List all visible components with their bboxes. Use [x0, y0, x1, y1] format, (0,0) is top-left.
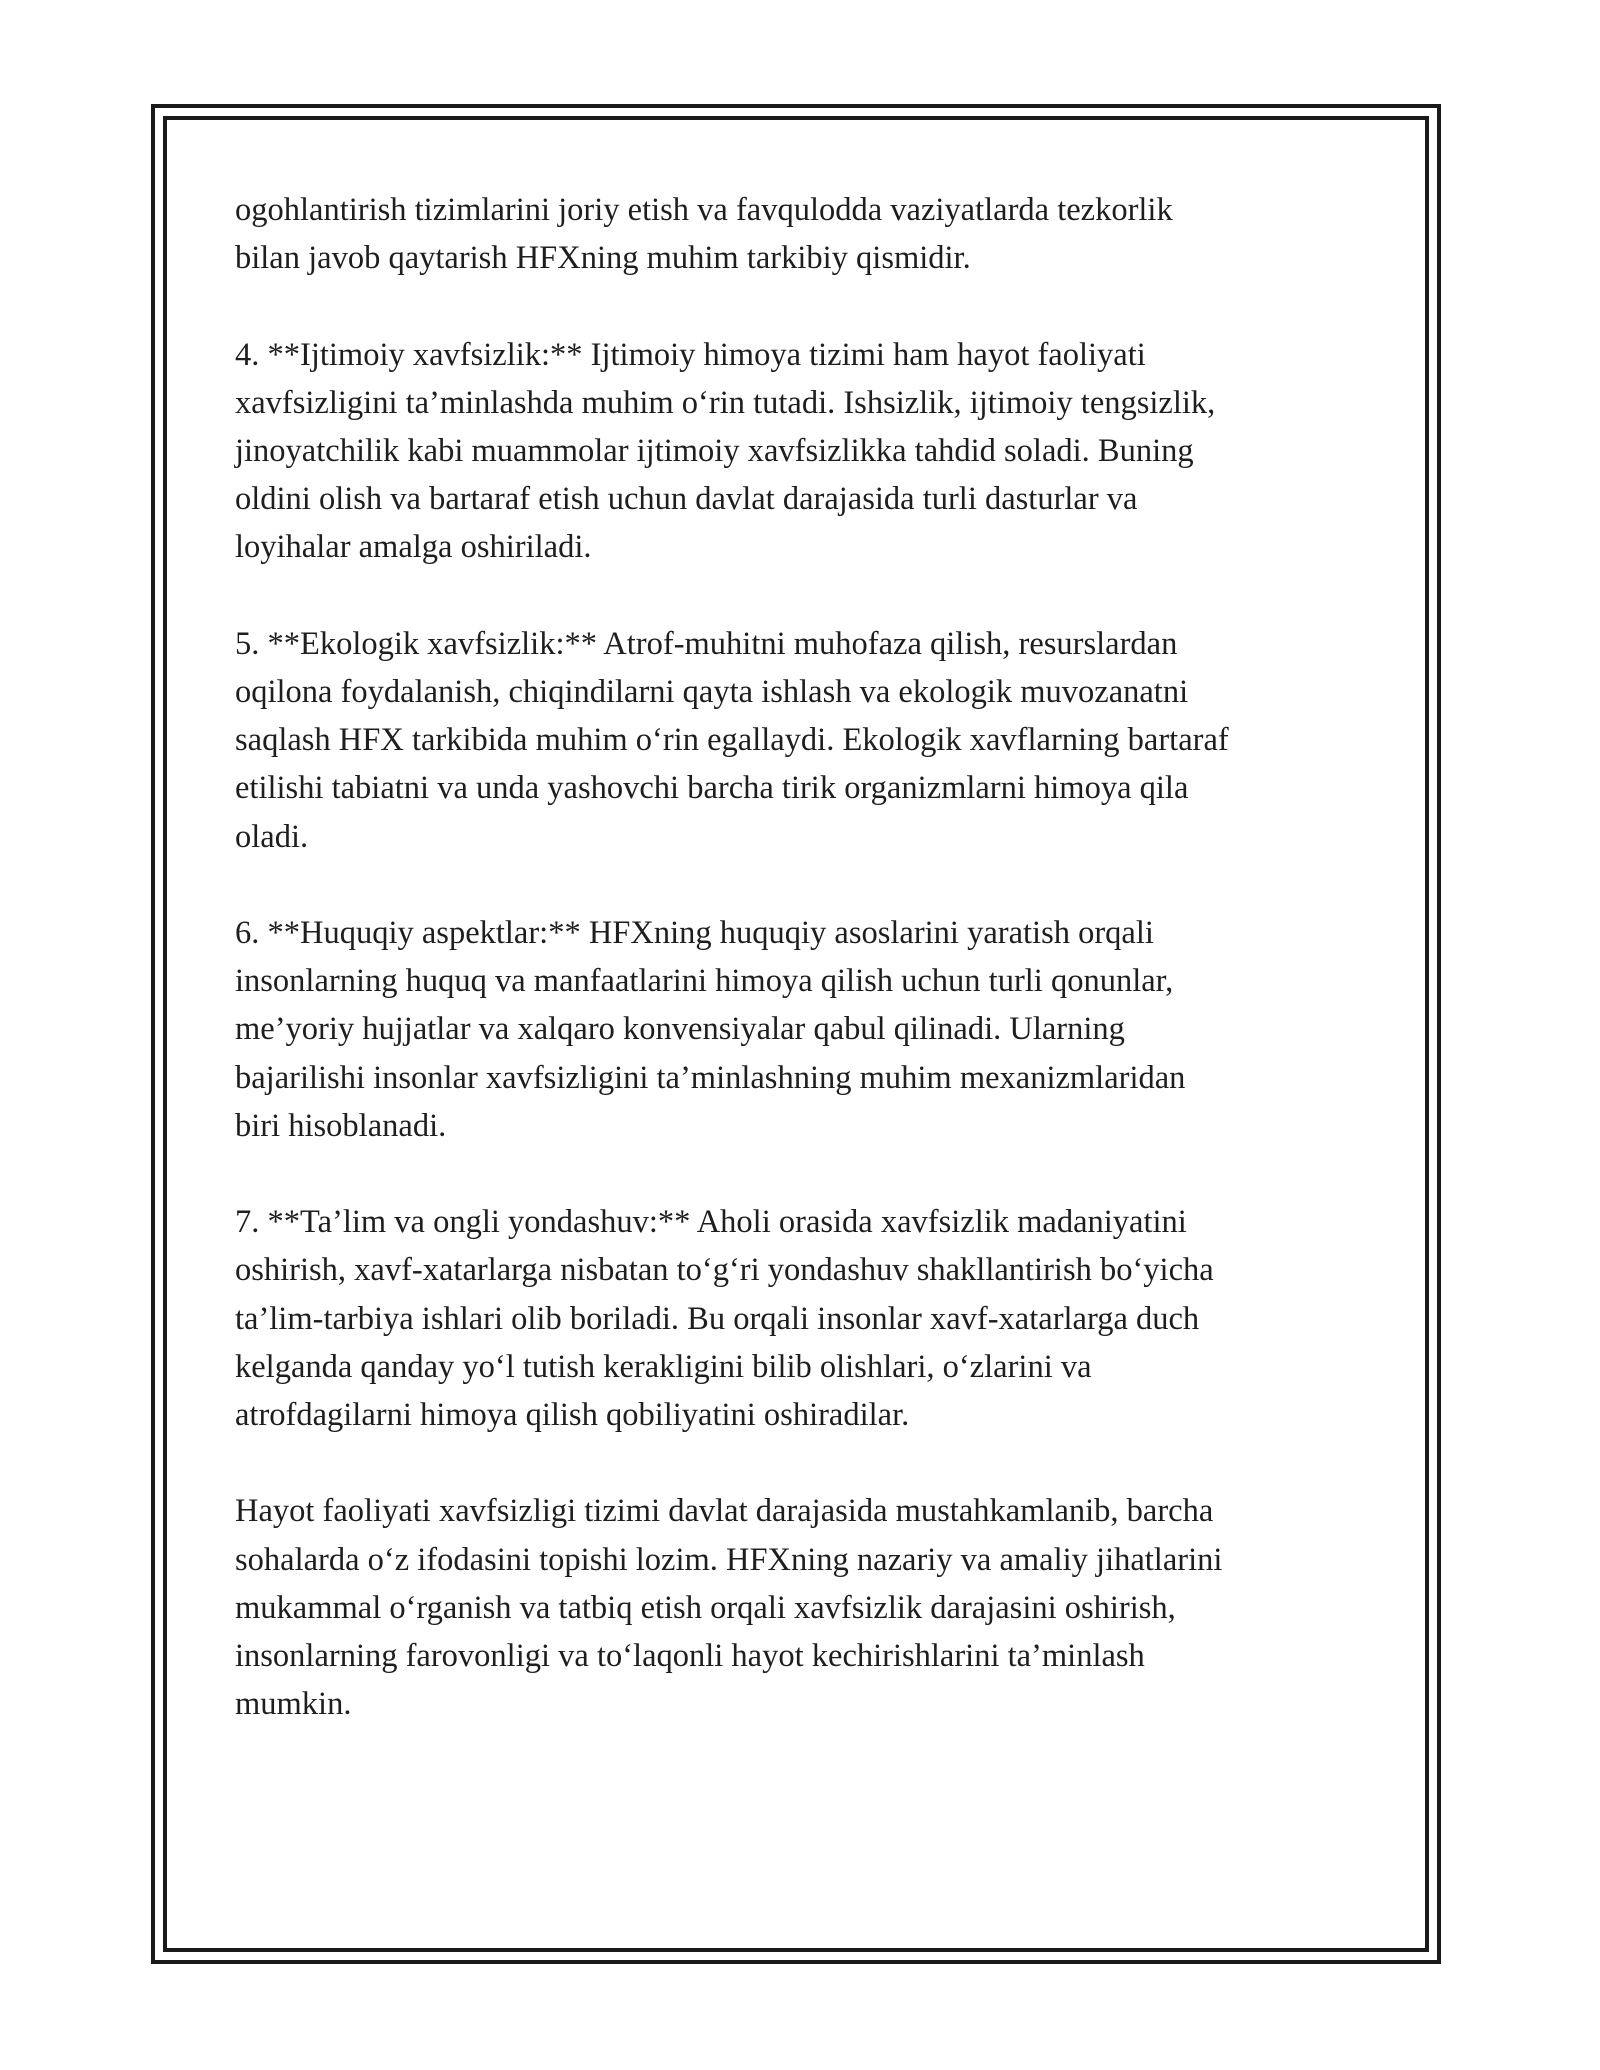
paragraph-ecological-security: 5. **Ekologik xavfsizlik:** Atrof-muhitni muhofaza qilish, resurslardan oqilona foydalanish, chiqindilarni qayta ishlash va ekologik muvozanatni saqlash HFX tarkibida muhim o‘rin egallaydi. Ekologik xavflarning bartaraf etilishi tabiatni va unda yashovchi barcha tirik organizmlarni himoya qila oladi. [235, 625, 1229, 855]
paragraph-social-security: 4. **Ijtimoiy xavfsizlik:** Ijtimoiy himoya tizimi ham hayot faoliyati xavfsizligini ta’minlashda muhim o‘rin tutadi. Ishsizlik, ijtimoiy tengsizlik, jinoyatchilik kabi muammolar ijtimoiy xavfsizlikka tahdid soladi. Buning oldini olish va bartaraf etish uchun davlat darajasida turli dasturlar va loyihalar amalga oshiriladi. [235, 336, 1216, 566]
paragraph-conclusion: Hayot faoliyati xavfsizligi tizimi davlat darajasida mustahkamlanib, barcha sohalarda o‘z ifodasini topishi lozim. HFXning nazariy va amaliy jihatlarini mukammal o‘rganish va tatbiq etish orqali xavfsizlik darajasini oshirish, insonlarning farovonligi va to‘laqonli hayot kechirishlarini ta’minlash mumkin. [235, 1493, 1223, 1723]
document-body [235, 186, 1375, 1777]
paragraph-intro-continuation: ogohlantirish tizimlarini joriy etish va favqulodda vaziyatlarda tezkorlik bilan javob qaytarish HFXning muhim tarkibiy qismidir. [235, 192, 1173, 277]
paragraph-education-approach: 7. **Ta’lim va ongli yondashuv:** Aholi orasida xavfsizlik madaniyatini oshirish, xavf-xatarlarga nisbatan to‘g‘ri yondashuv shakllantirish bo‘yicha ta’lim-tarbiya ishlari olib boriladi. Bu orqali insonlar xavf-xatarlarga duch kelganda qanday yo‘l tutish kerakligini bilib olishlari, o‘zlarini va atrofdagilarni himoya qilish qobiliyatini oshiradilar. [235, 1204, 1214, 1434]
paragraph-legal-aspects: 6. **Huquqiy aspektlar:** HFXning huquqiy asoslarini yaratish orqali insonlarning huquq va manfaatlarini himoya qilish uchun turli qonunlar, me’yoriy hujjatlar va xalqaro konvensiyalar qabul qilinadi. Ularning bajarilishi insonlar xavfsizligini ta’minlashning muhim mexanizmlaridan biri hisoblanadi. [235, 915, 1186, 1144]
